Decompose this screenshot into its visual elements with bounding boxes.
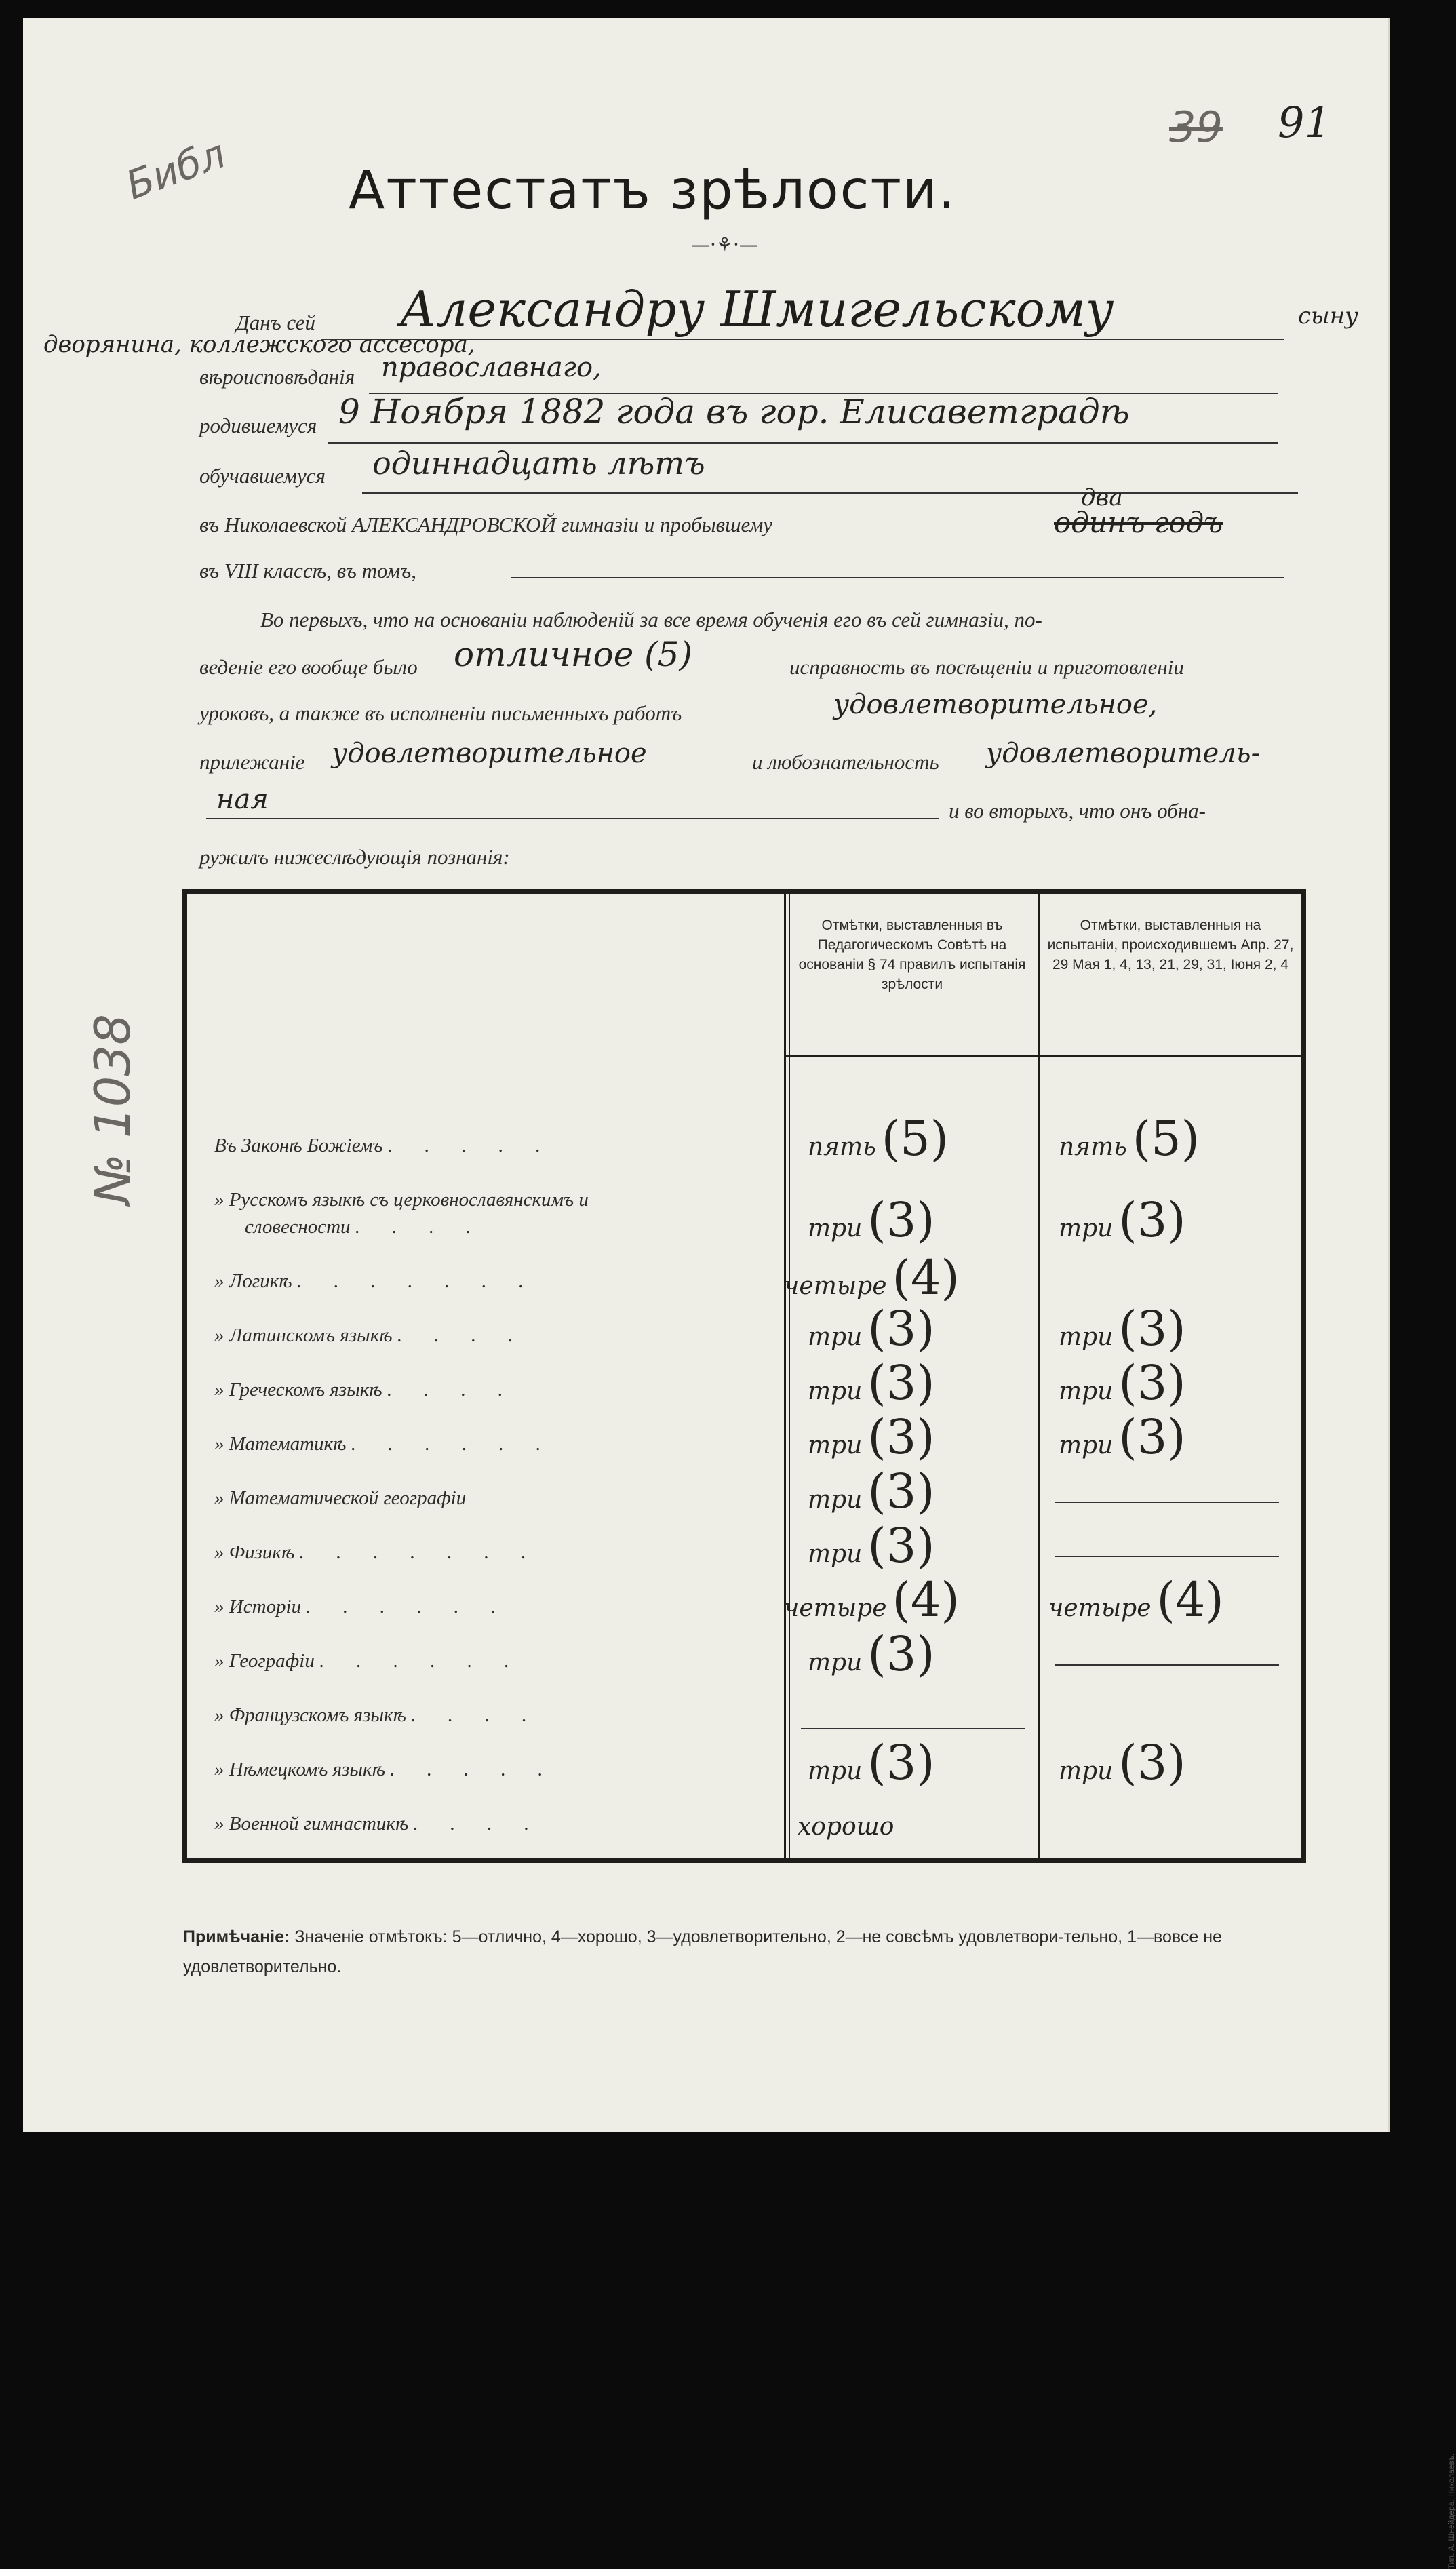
table-divider-1 bbox=[784, 894, 790, 1858]
grade-council-logic: четыре (4) bbox=[784, 1250, 960, 1306]
header-divider bbox=[784, 1055, 1301, 1057]
side-register-number: № 1038 bbox=[84, 1013, 141, 1204]
grade-council-gymnastics: хорошо bbox=[798, 1813, 894, 1841]
grade-exam-physics-dash bbox=[1055, 1556, 1279, 1557]
confession-label: вѣроисповѣданія bbox=[199, 365, 355, 389]
subject-physics: » Физикѣ . . . . . . . bbox=[214, 1542, 540, 1563]
subject-gymnastics: » Военной гимнастикѣ . . . . bbox=[214, 1813, 543, 1835]
printer-imprint: Тип. А. Шнейдера. Николаевъ. bbox=[1447, 2453, 1456, 2569]
subject-french: » Французскомъ языкѣ . . . . bbox=[214, 1704, 540, 1726]
grade-council-french-dash bbox=[801, 1728, 1025, 1729]
grade-exam-math-geography-dash bbox=[1055, 1502, 1279, 1503]
diligence-text: исправность въ посѣщеніи и приготовленіи bbox=[789, 655, 1184, 679]
table-header-council: Отмѣтки, выставленныя въ Педагогическомъ Совѣтѣ на основаніи § 74 правилъ испытанія зрѣлости bbox=[798, 918, 1026, 992]
pencil-annotation-library: Библ bbox=[119, 130, 232, 209]
table-divider-2 bbox=[1038, 894, 1040, 1858]
grade-exam-history: четыре (4) bbox=[1048, 1572, 1224, 1628]
studied-underline bbox=[362, 492, 1298, 494]
recipient-son-of: сыну bbox=[1298, 302, 1358, 330]
table-header-exam: Отмѣтки, выставленныя на испытаніи, происходившемъ Апр. 27, 29 Мая 1, 4, 13, 21, 29, 31, Іюня 2, 4 bbox=[1047, 918, 1294, 973]
ink-annotation-number: 91 bbox=[1278, 98, 1331, 147]
title-ornament: —·⚘·— bbox=[691, 233, 758, 256]
secondly-text: и во вторыхъ, что онъ обна- bbox=[949, 799, 1206, 823]
curiosity-value: удовлетворитель- bbox=[986, 738, 1261, 769]
studied-label: обучавшемуся bbox=[199, 464, 326, 488]
grade-council-history: четыре (4) bbox=[784, 1572, 960, 1628]
knowledge-text: ружилъ нижеслѣдующія познанія: bbox=[199, 845, 510, 869]
grade-council-divinity: пять (5) bbox=[808, 1111, 949, 1166]
behavior-label: веденіе его вообще было bbox=[199, 655, 418, 679]
grade-exam-latin: три (3) bbox=[1059, 1301, 1186, 1356]
behavior-value: отличное (5) bbox=[454, 635, 693, 674]
subject-latin: » Латинскомъ языкѣ . . . . bbox=[214, 1325, 527, 1346]
subject-history: » Исторіи . . . . . . bbox=[214, 1596, 510, 1617]
grade-exam-greek: три (3) bbox=[1059, 1355, 1186, 1411]
years-value-corrected: два bbox=[1081, 484, 1123, 511]
studied-value: одиннадцать лѣтъ bbox=[372, 445, 705, 482]
grade-council-latin: три (3) bbox=[808, 1301, 935, 1356]
subject-mathematics: » Математикѣ . . . . . . bbox=[214, 1433, 555, 1455]
curiosity-label: и любознательность bbox=[752, 750, 939, 774]
gymnasium-text: въ Николаевской АЛЕКСАНДРОВСКОЙ гимназіи и пробывшему bbox=[199, 513, 773, 536]
grading-note-text: Значеніе отмѣтокъ: 5—отлично, 4—хорошо, 3—удовлетворительно, 2—не совсѣмъ удовлетвори-тельно, 1—вовсе не удовлетворительно. bbox=[183, 1927, 1222, 1976]
document-sheet bbox=[23, 18, 1456, 2569]
grade-exam-german: три (3) bbox=[1059, 1735, 1186, 1790]
subject-geography: » Географіи . . . . . . bbox=[214, 1650, 523, 1672]
subject-divinity: Въ Законѣ Божіемъ . . . . . bbox=[214, 1135, 554, 1156]
curiosity-underline bbox=[206, 818, 939, 819]
curiosity-value-continued: ная bbox=[216, 784, 269, 815]
lessons-text: уроковъ, а также въ исполненіи письменныхъ работъ bbox=[199, 701, 682, 725]
grade-council-german: три (3) bbox=[808, 1735, 935, 1790]
subject-russian-continued: словесности . . . . bbox=[245, 1216, 485, 1238]
grade-council-physics: три (3) bbox=[808, 1518, 935, 1573]
dan-sei-label: Данъ сей bbox=[236, 311, 316, 334]
grade-exam-russian: три (3) bbox=[1059, 1192, 1186, 1248]
subject-math-geography: » Математической географіи bbox=[214, 1487, 467, 1509]
paragraph-first: Во первыхъ, что на основаніи наблюденій за все время обученія его въ сей гимназіи, по- bbox=[260, 608, 1042, 631]
industry-value: удовлетворительное bbox=[332, 738, 647, 769]
recipient-name: Александру Шмигельскому bbox=[399, 281, 1114, 338]
born-value: 9 Ноября 1882 года въ гор. Елисаветградѣ bbox=[338, 392, 1130, 431]
class-text: въ VIII классѣ, въ томъ, bbox=[199, 559, 416, 583]
grade-council-mathematics: три (3) bbox=[808, 1409, 935, 1465]
confession-value: православнаго, bbox=[381, 352, 602, 383]
subject-german: » Нѣмецкомъ языкѣ . . . . . bbox=[214, 1759, 557, 1780]
grade-exam-mathematics: три (3) bbox=[1059, 1409, 1186, 1465]
grading-note-label: Примѣчаніе: bbox=[183, 1927, 290, 1946]
born-underline bbox=[328, 442, 1278, 444]
pencil-annotation-number: 39 bbox=[1169, 102, 1223, 152]
grade-exam-geography-dash bbox=[1055, 1664, 1279, 1666]
grade-council-greek: три (3) bbox=[808, 1355, 935, 1411]
grade-council-russian: три (3) bbox=[808, 1192, 935, 1248]
document-title: Аттестатъ зрѣлости. bbox=[349, 160, 957, 221]
subject-logic: » Логикѣ . . . . . . . bbox=[214, 1270, 538, 1292]
grading-note bbox=[183, 1922, 1309, 1982]
grade-council-geography: три (3) bbox=[808, 1626, 935, 1682]
father-rank: дворянина, коллежского ассесора, bbox=[43, 331, 475, 358]
industry-label: прилежаніе bbox=[199, 750, 305, 774]
grade-council-math-geography: три (3) bbox=[808, 1464, 935, 1519]
class-underline bbox=[511, 577, 1284, 578]
subject-greek: » Греческомъ языкѣ . . . . bbox=[214, 1379, 517, 1400]
lessons-value: удовлетворительное, bbox=[833, 689, 1158, 720]
born-label: родившемуся bbox=[199, 414, 317, 437]
subject-russian: » Русскомъ языкѣ съ церковнославянскимъ и bbox=[214, 1189, 589, 1211]
years-value-struck: одинъ годъ bbox=[1054, 506, 1223, 539]
grade-exam-divinity: пять (5) bbox=[1059, 1111, 1200, 1166]
